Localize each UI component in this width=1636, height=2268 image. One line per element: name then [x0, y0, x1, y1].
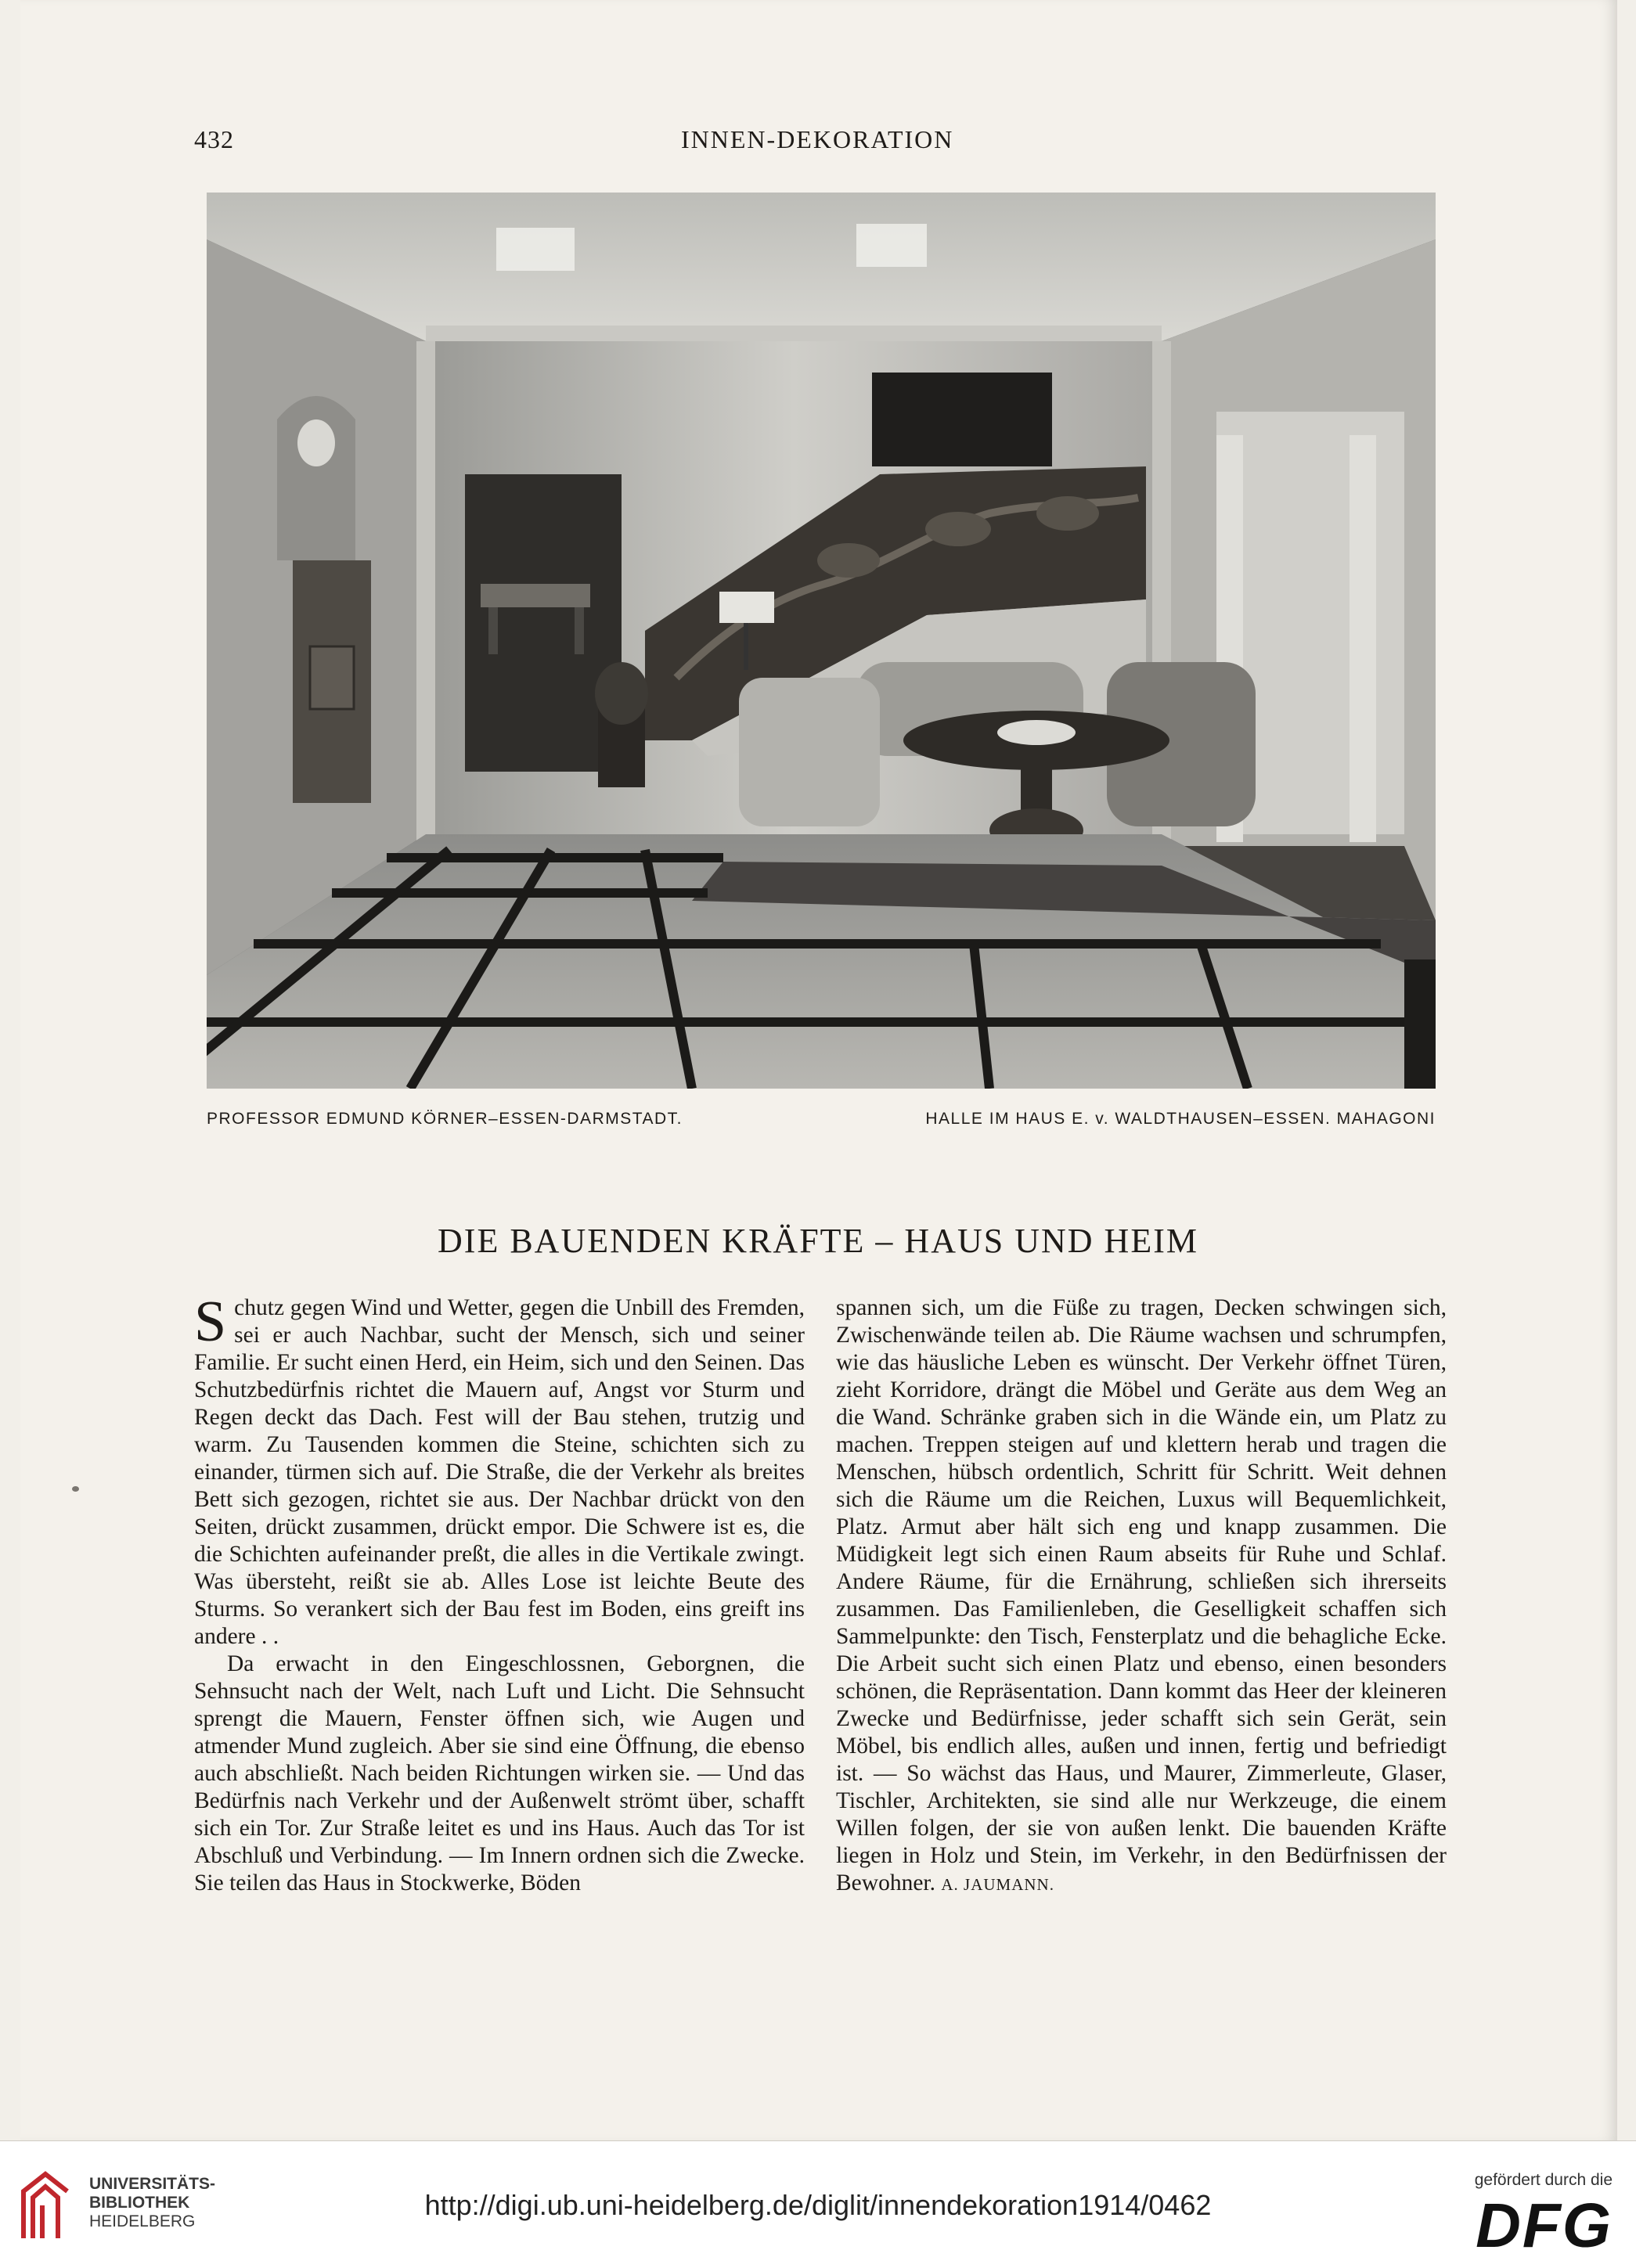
paragraph: Da erwacht in den Eingeschlossnen, Geborgnen, die Sehnsucht nach der Welt, nach Luft und Licht. Die Sehnsucht sprengt die Mauern, Fenster öffnen sich, wie Augen und atmender Mund zugleich. Aber sie sind eine Öffnung, die ebenso auch abschließt. Nach beiden Richtungen wirken sie. — Und das Bedürfnis nach Verkehr und der Außenwelt strömt über, schafft sich ein Tor. Zur Straße leitet es und ins Haus. Auch das Tor ist Abschluß und Verbindung. — Im Innern ordnen sich die Zwecke. Sie teilen das Haus in Stockwerke, Böden	[194, 1651, 805, 1895]
text-column-left	[194, 1290, 805, 1897]
paragraph-text: spannen sich, um die Füße zu tragen, Decken schwingen sich, Zwischenwände teilen ab. Die Räume wachsen und schrumpfen, wie das häusliche Leben es wünscht. Der Verkehr öffnet Türen, zieht Korridore, drängt die Möbel und Geräte aus dem Weg an die Wand. Schränke graben sich in die Wände ein, um Platz zu machen. Treppen steigen auf und klettern herab und tragen die Menschen, hübsch ordentlich, Schritt für Schritt. Weit dehnen sich die Räume um die Reichen, Luxus will Bequemlichkeit, Platz. Armut aber hält sich eng und knapp zusammen. Die Müdigkeit legt sich einen Raum abseits für Ruhe und Schlaf. Andere Räume, für die Ernährung, schließen sich ihrerseits zusammen. Das Familienleben, die Geselligkeit schaffen sich Sammelpunkte: den Tisch, Fensterplatz und die behagliche Ecke. Die Arbeit sucht sich einen Platz und ebenso, einen besonders schönen, die Repräsentation. Dann kommt das Heer der kleineren Zwecke und Bedürfnisse, jeder schafft sich sein Gerät, sein Möbel, bis endlich alles, außen und innen, fertig und befriedigt ist. — So wächst das Haus, und Maurer, Zimmerleute, Glaser, Tischler, Architekten, sie sind alle nur Werkzeuge, die einem Willen folgen, der sie von außen lenkt. Die bauenden Kräfte liegen in Holz und Stein, im Verkehr, in den Bedürfnissen der Bewohner.	[836, 1295, 1447, 1895]
hall-photo-drawing	[207, 193, 1436, 1089]
library-name-line: BIBLIOTHEK	[89, 2194, 190, 2212]
article-title: DIE BAUENDEN KRÄFTE – HAUS UND HEIM	[438, 1222, 1198, 1260]
library-name-line: HEIDELBERG	[89, 2212, 196, 2230]
paragraph-text: chutz gegen Wind und Wetter, gegen die Unbill des Fremden, sei er auch Nachbar, sucht der Mensch, sich und seiner Familie. Er sucht einen Herd, ein Heim, sich und den Seinen. Das Schutzbedürfnis richtet die Mauern auf, Angst vor Sturm und Regen deckt das Dach. Fest will der Bau stehen, trutzig und warm. Zu Tausenden kommen die Steine, schichten sich zu einander, türmen sich auf. Die Straße, die der Verkehr als breites Bett sich gezogen, richtet sie aus. Der Nachbar drückt von den Seiten, drückt zusammen, drückt empor. Die Schwere ist es, die die Schichten aufeinander preßt, die alles in die Vertikale zwingt. Was übersteht, reißt sie ab. Alles Lose ist leichte Beute des Sturms. So verankert sich der Bau fest im Boden, eins greift ins andere . .	[194, 1295, 805, 1649]
paragraph	[194, 1290, 805, 1651]
funding-notice	[1448, 2171, 1613, 2260]
library-name-line: UNIVERSITÄTS-	[89, 2175, 216, 2193]
text-column-right	[836, 1294, 1447, 1899]
paragraph	[836, 1294, 1447, 1899]
permalink-url[interactable]: http://digi.ub.uni-heidelberg.de/diglit/innendekoration1914/0462	[424, 2189, 1212, 2221]
dfg-logo: DFG	[1476, 2191, 1613, 2260]
photo-title: HALLE IM HAUS E. v. WALDTHAUSEN–ESSEN. MAHAGONI	[925, 1110, 1436, 1128]
author-signature: A. JAUMANN.	[941, 1875, 1054, 1894]
ink-speck	[72, 1486, 79, 1492]
running-title: INNEN-DEKORATION	[681, 125, 954, 153]
armchair	[739, 678, 880, 826]
digitization-footer	[0, 2140, 1636, 2268]
drop-cap: S	[194, 1290, 227, 1354]
chandelier	[496, 228, 575, 271]
funding-text: gefördert durch die	[1474, 2171, 1613, 2189]
page-number: 432	[194, 125, 234, 153]
hall-photograph	[207, 193, 1436, 1089]
photo-credit: PROFESSOR EDMUND KÖRNER–ESSEN-DARMSTADT.	[207, 1110, 683, 1128]
